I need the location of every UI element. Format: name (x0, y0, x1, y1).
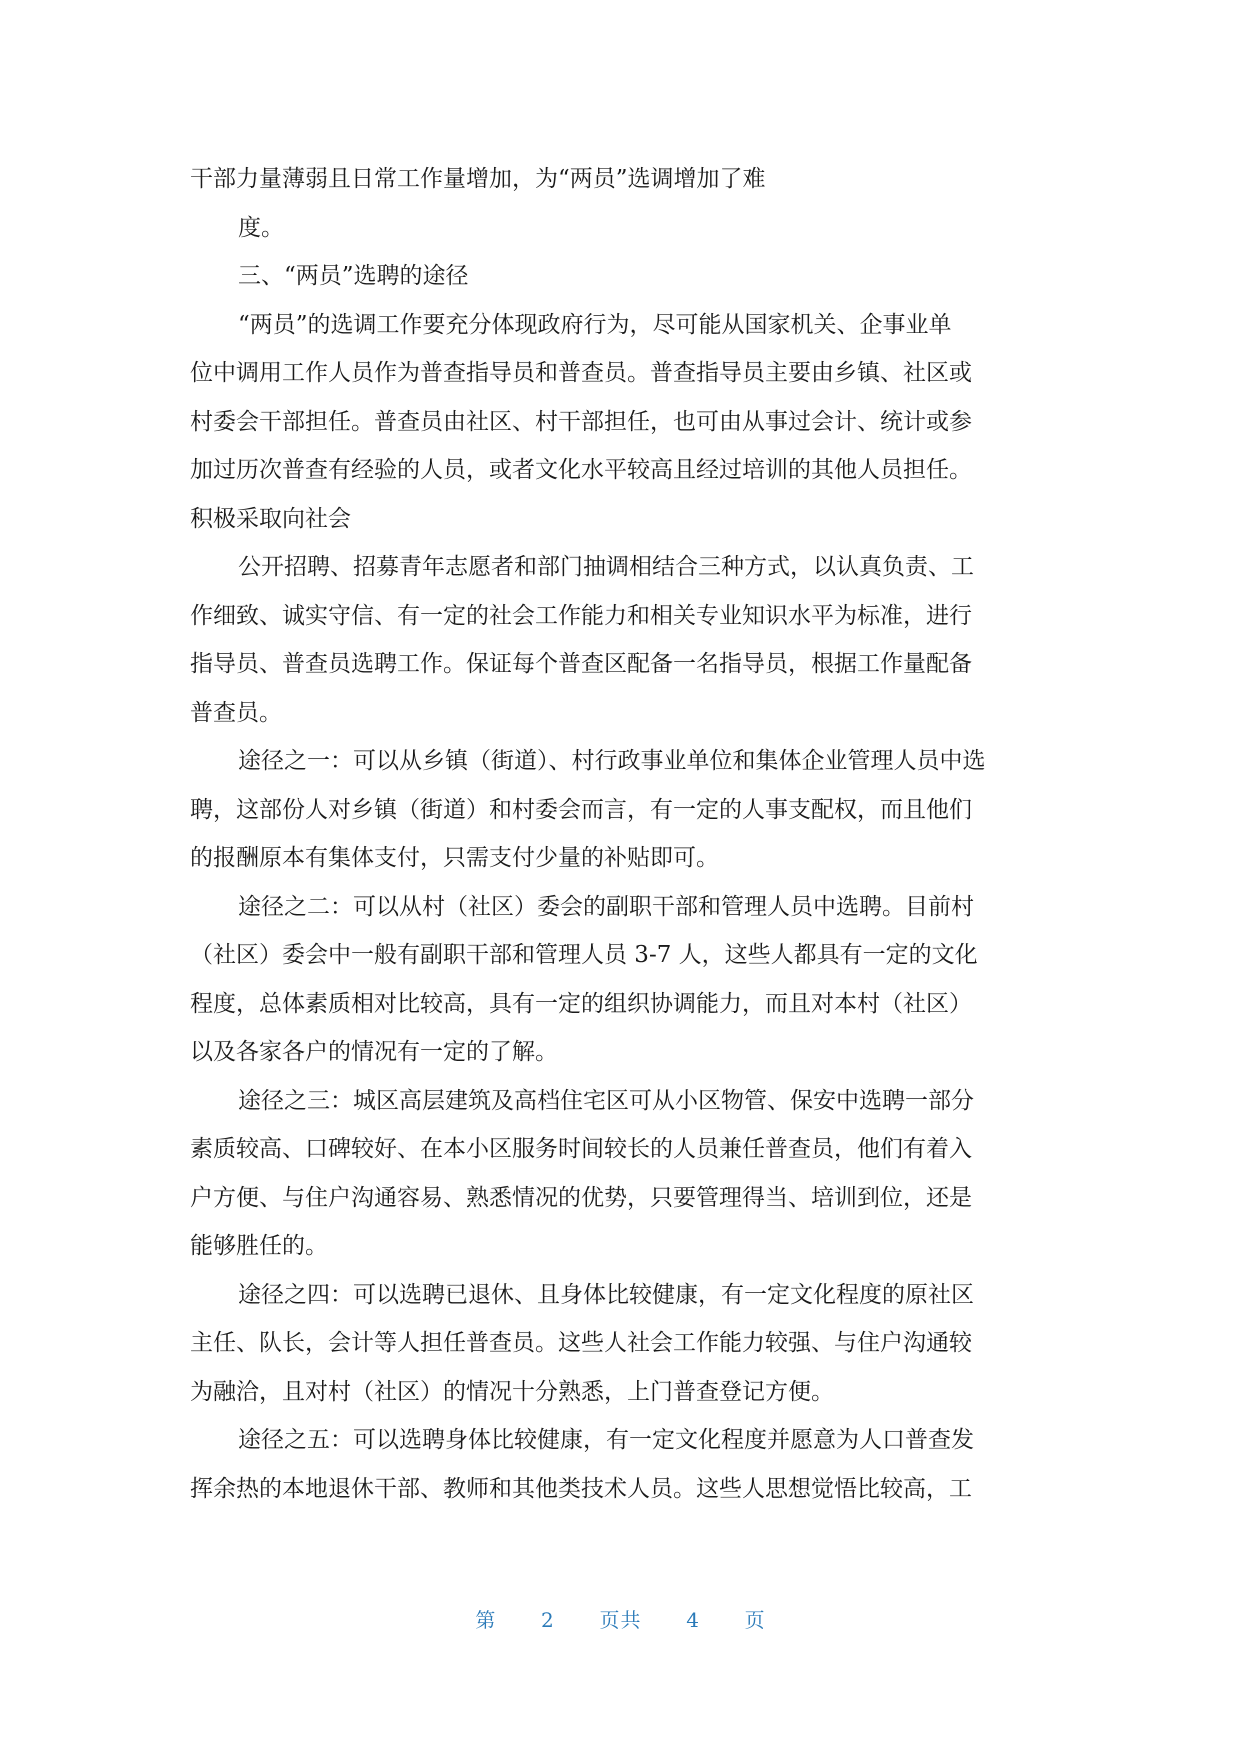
footer-page-of-label: 页共 (599, 1608, 642, 1632)
text-line: 村委会干部担任。普查员由社区、村干部担任，也可由从事过会计、统计或参 (190, 408, 972, 435)
text-line: 干部力量薄弱且日常工作量增加，为“两员”选调增加了难 (190, 166, 766, 192)
text-line: 素质较高、口碑较好、在本小区服务时间较长的人员兼任普查员，他们有着入 (190, 1136, 972, 1162)
text-line: 主任、队长，会计等人担任普查员。这些人社会工作能力较强、与住户沟通较 (190, 1330, 972, 1356)
text-line: “两员”的选调工作要充分体现政府行为，尽可能从国家机关、企事业单 (238, 311, 952, 338)
text-line: 途径之四：可以选聘已退休、且身体比较健康，有一定文化程度的原社区 (238, 1281, 974, 1308)
text-line: 作细致、诚实守信、有一定的社会工作能力和相关专业知识水平为标准，进行 (190, 602, 972, 629)
text-line: 公开招聘、招募青年志愿者和部门抽调相结合三种方式，以认真负责、工 (238, 554, 974, 580)
footer-pages-label: 页 (744, 1608, 766, 1632)
page-footer (0, 1604, 1241, 1633)
text-line: 户方便、与住户沟通容易、熟悉情况的优势，只要管理得当、培训到位，还是 (190, 1184, 972, 1211)
text-line: 三、“两员”选聘的途径 (238, 263, 469, 289)
text-line: 的报酬原本有集体支付，只需支付少量的补贴即可。 (190, 845, 719, 871)
text-line: 程度，总体素质相对比较高，具有一定的组织协调能力，而且对本村（社区） (190, 990, 972, 1017)
text-line: 以及各家各户的情况有一定的了解。 (190, 1039, 558, 1065)
text-line: 能够胜任的。 (190, 1233, 328, 1259)
text-line: 途径之三：城区高层建筑及高档住宅区可从小区物管、保安中选聘一部分 (238, 1087, 974, 1114)
text-line: 积极采取向社会 (190, 505, 351, 532)
text-line: 位中调用工作人员作为普查指导员和普查员。普查指导员主要由乡镇、社区或 (190, 360, 972, 386)
footer-current-page: 2 (541, 1608, 555, 1632)
footer-page-label: 第 (475, 1608, 497, 1632)
text-line: 指导员、普查员选聘工作。保证每个普查区配备一名指导员，根据工作量配备 (190, 651, 972, 677)
text-line: 普查员。 (190, 699, 282, 726)
text-line: （社区）委会中一般有副职干部和管理人员 3-7 人，这些人都具有一定的文化 (190, 942, 978, 968)
document-body (190, 155, 1050, 1513)
text-line: 度。 (238, 214, 284, 241)
text-line: 为融洽，且对村（社区）的情况十分熟悉，上门普查登记方便。 (190, 1378, 834, 1405)
text-line: 途径之二：可以从村（社区）委会的副职干部和管理人员中选聘。目前村 (238, 893, 974, 920)
text-line: 加过历次普查有经验的人员，或者文化水平较高且经过培训的其他人员担任。 (190, 457, 972, 483)
footer-total-pages: 4 (686, 1608, 700, 1632)
text-line: 聘，这部份人对乡镇（街道）和村委会而言，有一定的人事支配权，而且他们 (190, 796, 972, 823)
text-line: 挥余热的本地退休干部、教师和其他类技术人员。这些人思想觉悟比较高，工 (190, 1475, 972, 1502)
text-line: 途径之五：可以选聘身体比较健康，有一定文化程度并愿意为人口普查发 (238, 1427, 974, 1453)
text-line: 途径之一：可以从乡镇（街道）、村行政事业单位和集体企业管理人员中选 (238, 748, 986, 774)
